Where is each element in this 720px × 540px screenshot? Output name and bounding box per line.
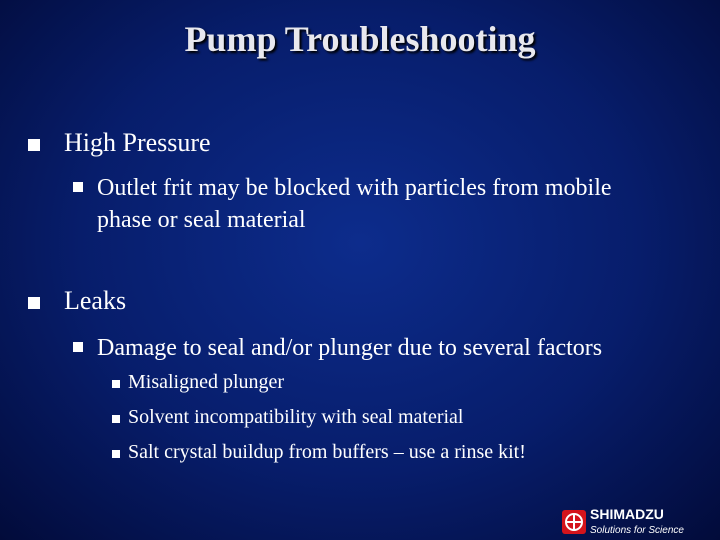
bullet-square-icon <box>112 415 120 423</box>
bullet-square-icon <box>112 380 120 388</box>
sub-sub-bullet-misaligned: Misaligned plunger <box>128 371 285 393</box>
sub-sub-bullet-solvent: Solvent incompatibility with seal material <box>128 406 464 428</box>
bullet-leaks: Leaks <box>64 286 127 315</box>
bullet-square-icon <box>73 342 83 352</box>
slide-title: Pump Troubleshooting <box>184 19 536 59</box>
logo-name: SHIMADZU <box>590 506 664 522</box>
logo-tagline: Solutions for Science <box>590 525 684 536</box>
bullet-square-icon <box>28 139 40 151</box>
bullet-square-icon <box>112 450 120 458</box>
bullet-square-icon <box>73 182 83 192</box>
bullet-high-pressure: High Pressure <box>64 128 211 157</box>
shimadzu-logo <box>562 506 712 540</box>
sub-bullet-damage: Damage to seal and/or plunger due to several factors <box>97 335 603 361</box>
sub-bullet-outlet-frit-line2: phase or seal material <box>97 207 306 233</box>
sub-sub-bullet-salt: Salt crystal buildup from buffers – use a rinse kit! <box>128 441 526 463</box>
bullet-square-icon <box>28 297 40 309</box>
shimadzu-emblem-icon <box>562 510 586 534</box>
sub-bullet-outlet-frit-line1: Outlet frit may be blocked with particles from mobile <box>97 175 612 201</box>
